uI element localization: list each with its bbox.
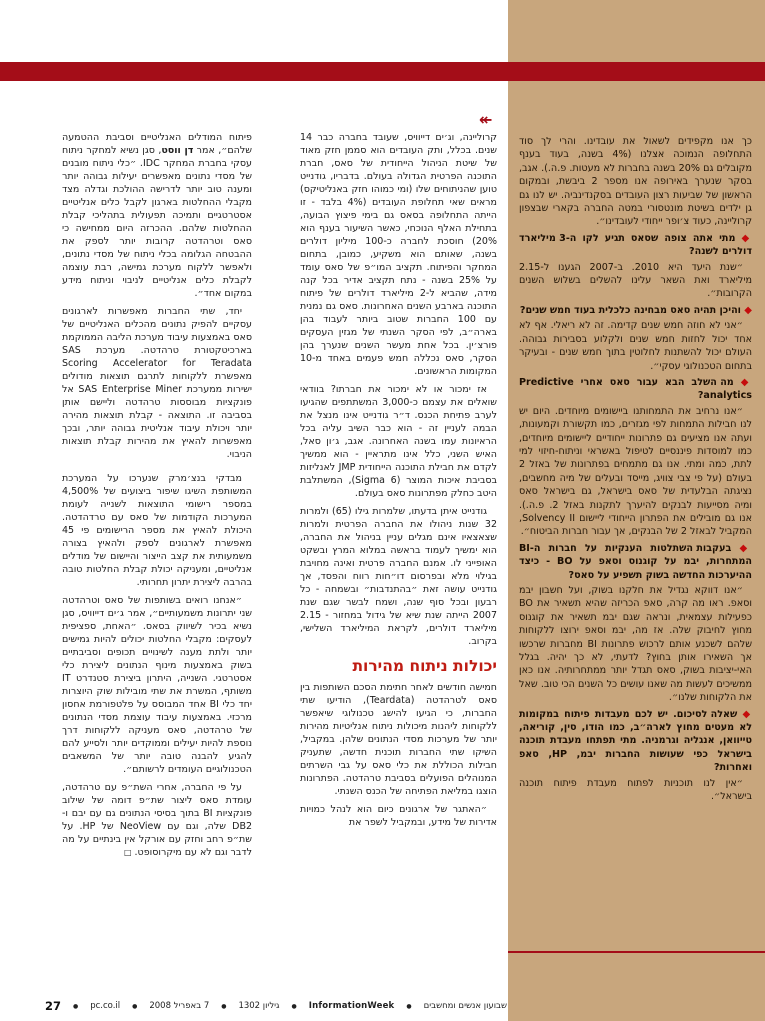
quoted-person-name: דן ווסט	[161, 145, 194, 156]
article-column-right	[300, 131, 497, 971]
interview-question-text: מתי אתה צופה שסאס תגיע לקו ה-3 מיליארד דולרים לשנה?	[519, 232, 752, 258]
end-of-article-mark: □	[123, 848, 132, 857]
article-paragraph	[62, 781, 252, 859]
article-paragraph	[62, 131, 252, 300]
interview-answer: ״אנו נרחיב את התמחותנו ביישומים מיוחדים. היום יש לנו חבילות התמחות לפי מגזרים, כמו תקשורת וקמעונות, ועתה אנו מציעים גם פתרונות ייחודיים ליישומים מיוחדים, כמו למוסדות פיננסיים לטיפול באשראי וניתוח-חיזוי למי לתת, כמה ומתי. אנו גם מתמחים בפתרונות של באזל 2 בעולם (על פי צבי צוויג, מייסד ובעלים של מיה מחשבים, נציגתה הבלעדית של סאס בישראל, גם בישראל סאס ומיה מסייעות לבנקים להיערך לתקנות באזל 2. פ.ה.). אנו גם מובילים את הפתרון הייחודי ליישום Solvency II, המקביל לבאזל 2 של הבנקים, אך עבור חברות הביטוח״.	[519, 405, 752, 538]
article-paragraph: ״אנחנו רואים בשותפות של סאס וטרהדטה שני יתרונות משמעותיים״, אמר ג׳ים דייוויס, סגן נשיא בכיר לשיווק בסאס. ״האחת, ספציפית לעסקים: מקבלי החלטות יכולים להיות גמישים יותר ולתת מענה לשינויים תכופים וסביבתיים בשוק באמצעות מינוף הנתונים ליצירת כלי אסטרטגי. השנייה, היתרון ביצירת סטנדרט IT משותף, המשרת את שתי מובילות שוק היוצרות יחד כלי BI אחד המבוסס על פלטפורמת אחסון מרכזי. באמצעות עיבוד עוצמת מסדי הנתונים של טרהדטה, סאס מעניקה ללקוחות דרך נוספת להיות יעילים וממוקדים יותר ולסייע להם להגיע להבנה טובה יותר של המשאבים הטכנולוגיים העומדים לרשותם״.	[62, 595, 252, 775]
paragraph-text: , סגן נשיא למחקר ניתוח עסקי בחברת המחקר IDC. ״כלי ניתוח מובנים של מסדי נתונים מאפשרים יעילות גבוהה יותר ומענה טוב יותר לדרישה ההולכת וגדלה מצד מקבלי ההחלטות בארגון לקבל כלים אנליטיים אסטרטגיים ותמיכה תפעולית בתהליכי קבלת ההחלטות שלהם. ההכרזה היום ממחישה כי סאס וטרהדטה קרובות יותר לספק את ההבטחה הגלומה בכלי ניתוח של מסדי נתונים, ולאפשר ללקוח מערכת גמישה, רבת עוצמה לקבלת כלים אנליטיים לניבוי וניתוח מידע במקום אחד״.	[62, 145, 252, 299]
interview-question-text: והיכן תהיה סאס מבחינה כלכלית בעוד חמש שנים?	[519, 304, 741, 316]
page-number: 27	[45, 999, 62, 1013]
article-paragraph: קרוליינה, וג׳ים דייוויס, שעובד בחברה כבר 14 שנים. בכלל, ותק העובדים הוא סממן חזק מאוד של שיטת הניהול הייחודית של סאס, חברת התוכנה הפרטית הגדולה בעולם. בדבריו, גודנייט טוען שהניתוחים שלו (ומי כמוהו חזק באנליטיקס) מראים שאי תחלופת העובדים (4% בלבד - זו הייתה התחלופה בסאס גם בימי פיצוץ הבועה, בתחילת האלף הנוכחי, כאשר השיעור בענף הוא 20%) חוסכת לחברה כ-100 מיליון דולרים בשנה, שאותם הוא משקיע, כמובן, בתחום המחקר והפיתוח. תקציב המו״פ של סאס עומד על 25% בשנה - נתח תקציב אדיר בכל קנה מידה, שהביא ל-2 מיליארד דולרים של פיתוח התוכנה בארבע השנים האחרונות. סאס גם נמנית עם 100 החברות שטוב ביותר לעבוד בהן בארה״ב, לפי הסקר השנתי של מגזין העסקים פורצ׳ין. בכל אחת מעשר השנים שנערך בהן הסקר, סאס נכללה חמש פעמים באחד מ-10 המקומות הראשונים.	[300, 132, 497, 377]
article-paragraph: ״האתגר של ארגונים כיום הוא לנהל כמויות אדירות של מידע, ובמקביל לשפר את	[300, 804, 497, 828]
interview-question-text: בעקבות השתלטות הענקיות על חברות ה-BI המתחרות, יבמ על קוגנוס וסאפ על BO - כיצד ההיערכות החדשה בשוק תשפיע על סאס?	[519, 542, 752, 581]
section-headline: יכולות ניתוח מהירות	[352, 657, 497, 675]
interview-answer: ״שנת היעד היא 2010. ב-2007 הגענו ל-2.15 מיליארד ואת השאר עלינו להשלים בשלוש השנים הקרובות״.	[519, 261, 752, 300]
interview-answer: כך אנו מקפידים לשאול את עובדינו. והרי לך סוד התחלופה הנמוכה אצלנו (4% בשנה, בעוד בענף מקובלים גם 20% בשנה בחברות לא מעטות. פ.ה.). אגב, בסקר שנערך באירופה אנו מספר 2 ביבשת, ובמקום הראשון של שביעות רצון העובדים בסקנדינביה. יש לנו גם גן ילדים בשיטת מונטסורי במטה החברה בקארי שבצפון קרוליינה, כעוד צ׳ופר ייחודי לעובדינו״.	[519, 136, 752, 228]
footer-bullet-icon: ●	[73, 1002, 79, 1010]
diamond-bullet-icon: ◆	[742, 708, 752, 720]
footer-date: 7 באפריל 2008	[149, 1001, 210, 1011]
footer-weekly-name: שבועון אנשים ומחשבים	[423, 1001, 507, 1011]
paragraph-text: על פי החברה, אחרי השת״פ עם טרהדטה, עומדת סאס ליצור שת״פ דומה של שילוב פונקציות BI בתוך בסיסי הנתונים גם עם יבם ו-DB2 שלה, וגם עם NeoView של HP. על שת״פ רחב וחזק עם אורקל אין בינתיים על מה לדבר וגם לא עם מיקרוסופט.	[62, 782, 252, 858]
interview-question-text: מה השלב הבא עבור סאס אחרי Predictive analytics?	[519, 376, 752, 402]
interview-sidebar	[519, 135, 752, 951]
footer-magazine-title: InformationWeek	[308, 1001, 395, 1011]
article-paragraph: יחד, שתי החברות מאפשרות לארגונים עסקיים להפיק נתונים מהכלים האנליטיים של סאס באמצעות עיבוד מערכת הליבה הממוקמת בארכיטקטורת טרהדטה. מערכת SAS Scoring Accelerator for Teradata מאפשרת ללקוחות לתרגם תוצאות מודולים ישירות ממערכת SAS Enterprise Miner אל פונקציות מבוססות טרהדטה וליישם אותן בסביבה זו. התוצאה - קבלת תוצאות מהירה יותר ויכולת עיבוד אנליטית גבוהה יותר, ובכך מאפשרות להאיץ את מהירות קבלת תוצאות הניבוי.	[62, 306, 252, 460]
article-paragraph: גודנייט איתן בדעתו, שלמרות גילו (65) ולמרות 32 שנות ניהולו את החברה הפרטית ולמרות שצאצאיו אינם מגלים עניין בניהול את החברה, הוא ימשיך לעמוד בראשה במלוא המרץ ובשקט האופייני לו. אמנם החברה פרטית ואינה מחויבת בגילוי מלא ובפרסום דו״חות רווח והפסד, אך גודנייט עושה זאת ״בהתנדבות״ ובשמחה - כל רבעון ובכל סוף שנה, ושמח לבשר שגם שנת 2007 הייתה שנת שיא של גידול במחזור - 2.15 מיליארד דולרים, לקראת המיליארד השלישי, בקרוב.	[300, 506, 497, 647]
interview-question	[519, 232, 752, 259]
interview-question	[519, 304, 752, 317]
continuation-arrow-icon: ↞	[479, 110, 493, 129]
interview-question	[519, 376, 752, 403]
footer-bullet-icon: ●	[132, 1002, 138, 1010]
footer-issue-number: גיליון 1302	[238, 1001, 280, 1011]
top-red-rule	[0, 62, 765, 81]
article-column-left	[62, 131, 252, 963]
sidebar-bottom-red-rule	[508, 951, 765, 953]
paragraph-text: פיתוח המודלים האנליטיים וסביבת ההטמעה שלהם״, אמר	[62, 132, 252, 156]
footer-bullet-icon: ●	[291, 1002, 297, 1010]
article-paragraph: מבדקי בנצ׳מרק שנערכו על המערכת המשותפת השיגו שיפור ביצועים של 4,500% במספר רישומי התוצאות לשנייה לעומת המערכות הקודמות של סאס עם טרדהדטה. היכולת להאיץ את מספר הרישומים פי 45 מאפשרת לארגונים לספק ולהאיץ בצורה משמעותית את קצב הייצור והיישום של מודלים אנליטיים, ומעניקה יכולת קבלת החלטות טובה בהרבה ליצירת יתרון תחרותי.	[62, 473, 252, 588]
footer-bullet-icon: ●	[406, 1002, 412, 1010]
interview-question-text: שאלה לסיכום. יש לכם מעבדות פיתוח במקומות לא מעטים מחוץ לארה״ב, כמו הודו, סין, קוריאה, טייוואן, אנגליה וגרמניה. מתי תפתחו מעבדת תוכנה בישראל כפי שעושות החברות יבמ, HP, סאפ ואחרות?	[519, 708, 752, 774]
diamond-bullet-icon: ◆	[739, 542, 752, 554]
footer-bullet-icon: ●	[221, 1002, 227, 1010]
article-paragraph: אז ימכור או לא ימכור את חברתו? בוודאי שואלים את עצמם כ-3,000 המשתתפים שהגיעו לערב פתיחת הכנס. ד״ר גודנייט אינו מנצל את הבמה לעניין זה - הוא כבר השיב עליה בכל הראיונות עמו בשנה האחרונה. אגב, ג׳ון סאל, האיש השני, כלל אינו מתראיין - הוא ממשיך לקדם את חבילת התוכנה הייחודית JMP לאנליזות בסביבת איכות המוצר (6 Sigma), המשתלבת היטב כחלק מפתרונות סאס בעולם.	[300, 384, 497, 499]
footer-site-link[interactable]: pc.co.il	[90, 1001, 121, 1011]
interview-question	[519, 708, 752, 775]
diamond-bullet-icon: ◆	[744, 304, 752, 316]
interview-answer: ״אין לנו תוכניות לפתוח מעבדת פיתוח תוכנה בישראל״.	[519, 777, 752, 803]
interview-answer: ״אני לא חוזה חמש שנים קדימה. זה לא ריאלי. אף לא אחד יכול לחזות חמש שנים ולקלוע בסבירות גבוהה. העולם יכול להשתנות לחלוטין בתוך חמש שנים - ובעיקר בתחום הטכנולוגי עסקי״.	[519, 320, 752, 372]
interview-question	[519, 542, 752, 582]
article-paragraph: חמישה חודשים לאחר חתימת הסכם השותפות בין סאס לטרהדטה (Teardata), הודיעו שתי החברות, כי הגיעו להישג טכנולוגי שיאפשר ללקוחות ליהנות מיכולות ניתוח אנליטיות מהירות יותר של מערכות מסדי הנתונים שלהן. במקביל, השיקו שתי החברות תוכנית חדשה, שתעניק חבילות הכוללת את כלי סאס על גבי השרתים המנוהלים הפועלים בסביבת טרהדטה. הפתרונות הוצגו במליאת הפתיחה של הכנס השנתי.	[300, 682, 497, 797]
diamond-bullet-icon: ◆	[741, 232, 752, 244]
page-footer	[45, 999, 507, 1013]
diamond-bullet-icon: ◆	[740, 376, 752, 388]
interview-answer: ״אנו דווקא נגדיל את חלקנו בשוק, ועל חשבון יבמ וסאפ. ראו מה קרה, סאפ הכריזה שהיא תשאיר את BO כפעילות עצמאית, ונראה שגם יבמ תשאיר את קוגנוס מחוץ לחיבוק שלה. אז מה, יבמ וסאפ ירוצו ללקוחות שלהם לשכנע אותם לרכוש פתרונות BI מחברות שרכשו אך השאירו אותן בחוץ? לדעתי, לא כך יהיה. בגלל האי-יציבות בשוק, סאס תגדל יותר ממתחרותיה. אנו כאן ממשיכים לעשות מה שאנו עושים כל השנים הכי טוב. שאל את הלקוחות שלנו״.	[519, 585, 752, 704]
